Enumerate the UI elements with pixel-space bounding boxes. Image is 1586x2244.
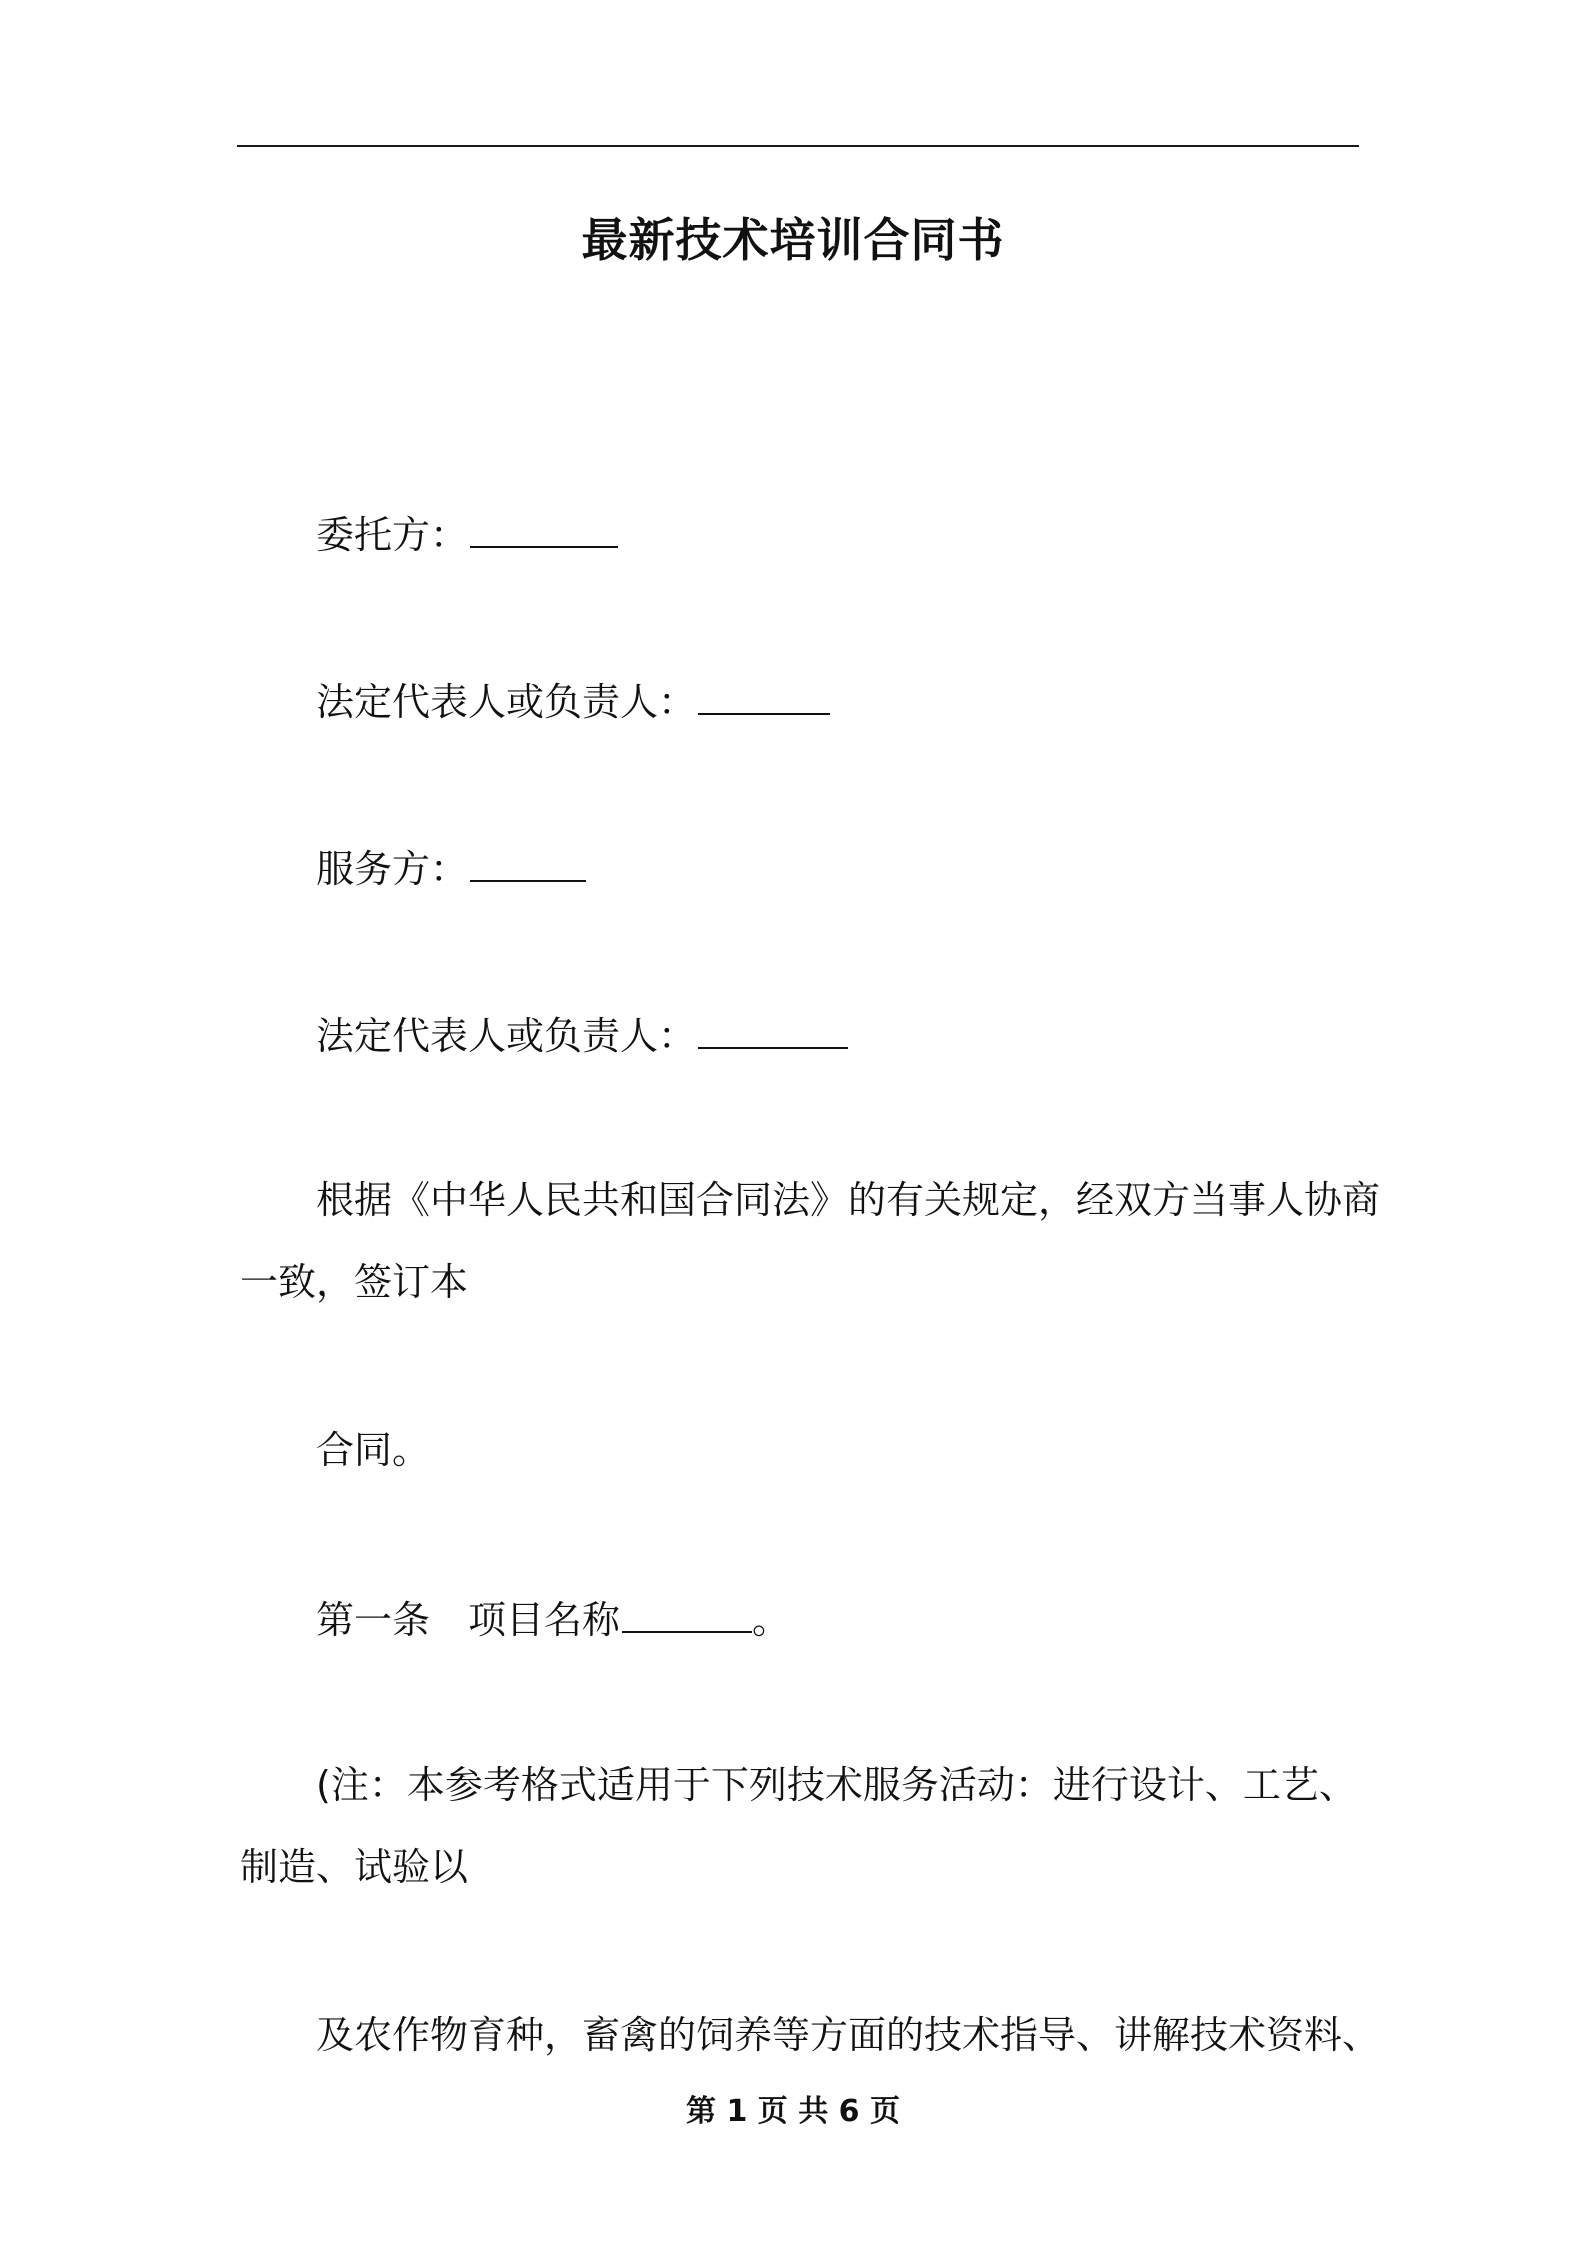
note-line3: 及农作物育种，畜禽的饲养等方面的技术指导、讲解技术资料、	[316, 2013, 1381, 2057]
service-blank	[470, 836, 586, 882]
client-label: 委托方：	[316, 513, 469, 557]
para2: 合同。	[316, 1428, 431, 1472]
header-rule	[237, 145, 1359, 147]
service-line	[316, 836, 586, 899]
article1-prefix: 第一条 项目名称	[316, 1598, 621, 1642]
note-line2: 制造、试验以	[240, 1845, 469, 1889]
service-label: 服务方：	[316, 847, 469, 891]
service-rep-blank	[698, 1003, 848, 1049]
note-line1: (注：本参考格式适用于下列技术服务活动：进行设计、工艺、	[316, 1763, 1357, 1807]
para1-line2: 一致，签订本	[240, 1260, 469, 1304]
service-rep-label: 法定代表人或负责人：	[316, 1014, 697, 1058]
document-title: 最新技术培训合同书	[581, 213, 1005, 267]
para1-line1: 根据《中华人民共和国合同法》的有关规定，经双方当事人协商	[316, 1178, 1381, 1222]
client-blank	[470, 502, 618, 548]
article1-suffix: 。	[752, 1598, 791, 1642]
service-rep-line	[316, 1003, 848, 1066]
client-rep-blank	[698, 669, 830, 715]
page-footer: 第 1 页 共 6 页	[686, 2094, 900, 2129]
article1-blank	[622, 1587, 752, 1633]
client-line	[316, 502, 618, 565]
article1-line	[316, 1587, 790, 1650]
client-rep-label: 法定代表人或负责人：	[316, 680, 697, 724]
client-rep-line	[316, 669, 830, 732]
